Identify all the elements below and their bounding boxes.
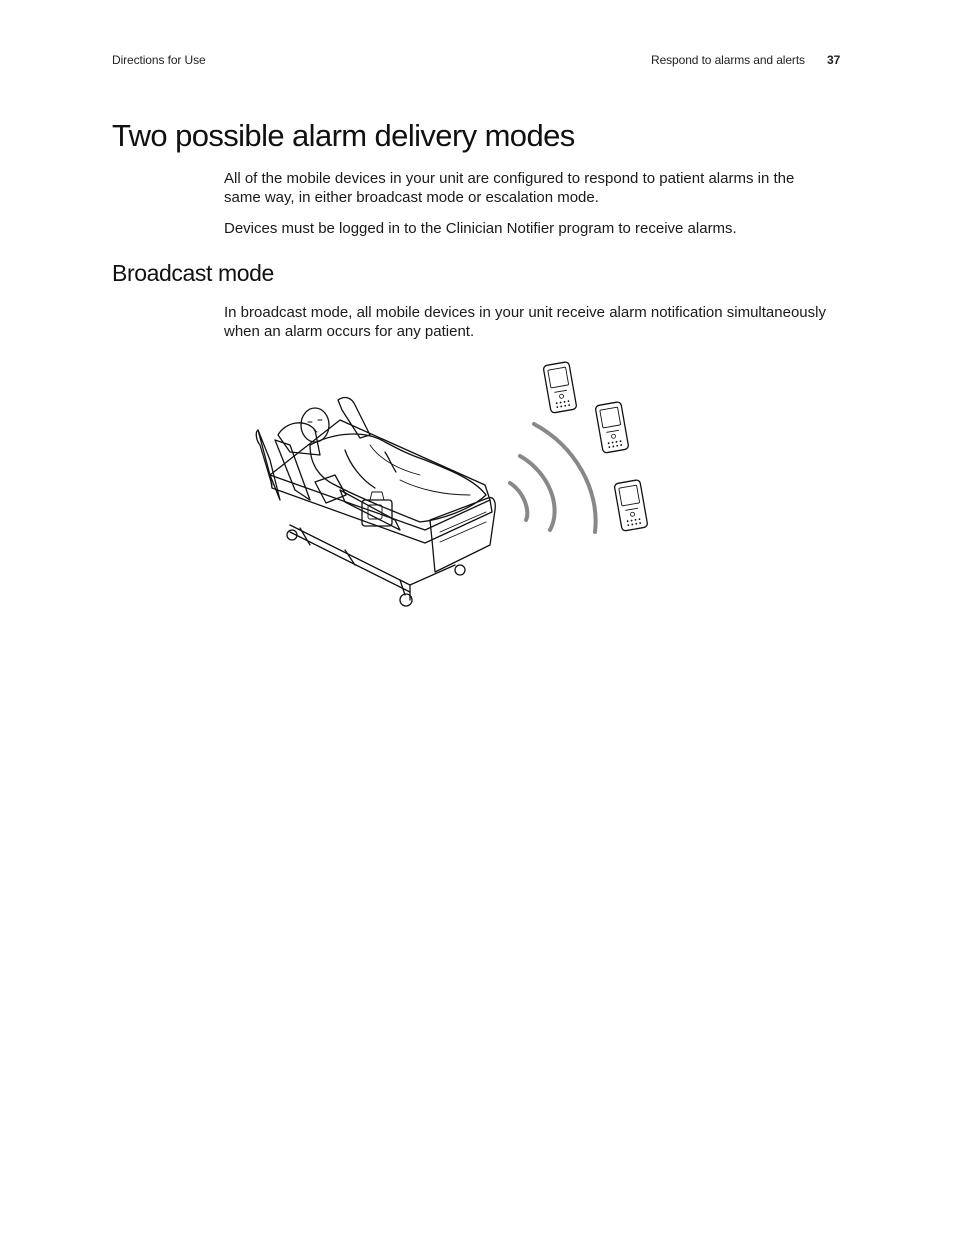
mobile-device-icon <box>543 361 577 413</box>
signal-waves-icon <box>510 424 596 532</box>
mobile-device-icon <box>614 479 648 531</box>
running-header-left: Directions for Use <box>112 53 206 67</box>
subsection-title: Broadcast mode <box>112 260 274 286</box>
section-title: Two possible alarm delivery modes <box>112 118 575 153</box>
mobile-device-icon <box>595 401 629 453</box>
broadcast-paragraph: In broadcast mode, all mobile devices in your unit receive alarm notification simultaneously when an alarm occurs for any patient. <box>224 304 826 340</box>
intro-paragraph: All of the mobile devices in your unit are configured to respond to patient alarms in the same way, in either broadcast mode or escalation mode. <box>224 170 795 206</box>
broadcast-mode-illustration <box>250 360 670 610</box>
hospital-bed-icon <box>256 398 495 606</box>
running-header-right: Respond to alarms and alerts <box>651 53 805 67</box>
page-number: 37 <box>827 53 841 67</box>
login-note-paragraph: Devices must be logged in to the Clinician Notifier program to receive alarms. <box>224 220 737 237</box>
